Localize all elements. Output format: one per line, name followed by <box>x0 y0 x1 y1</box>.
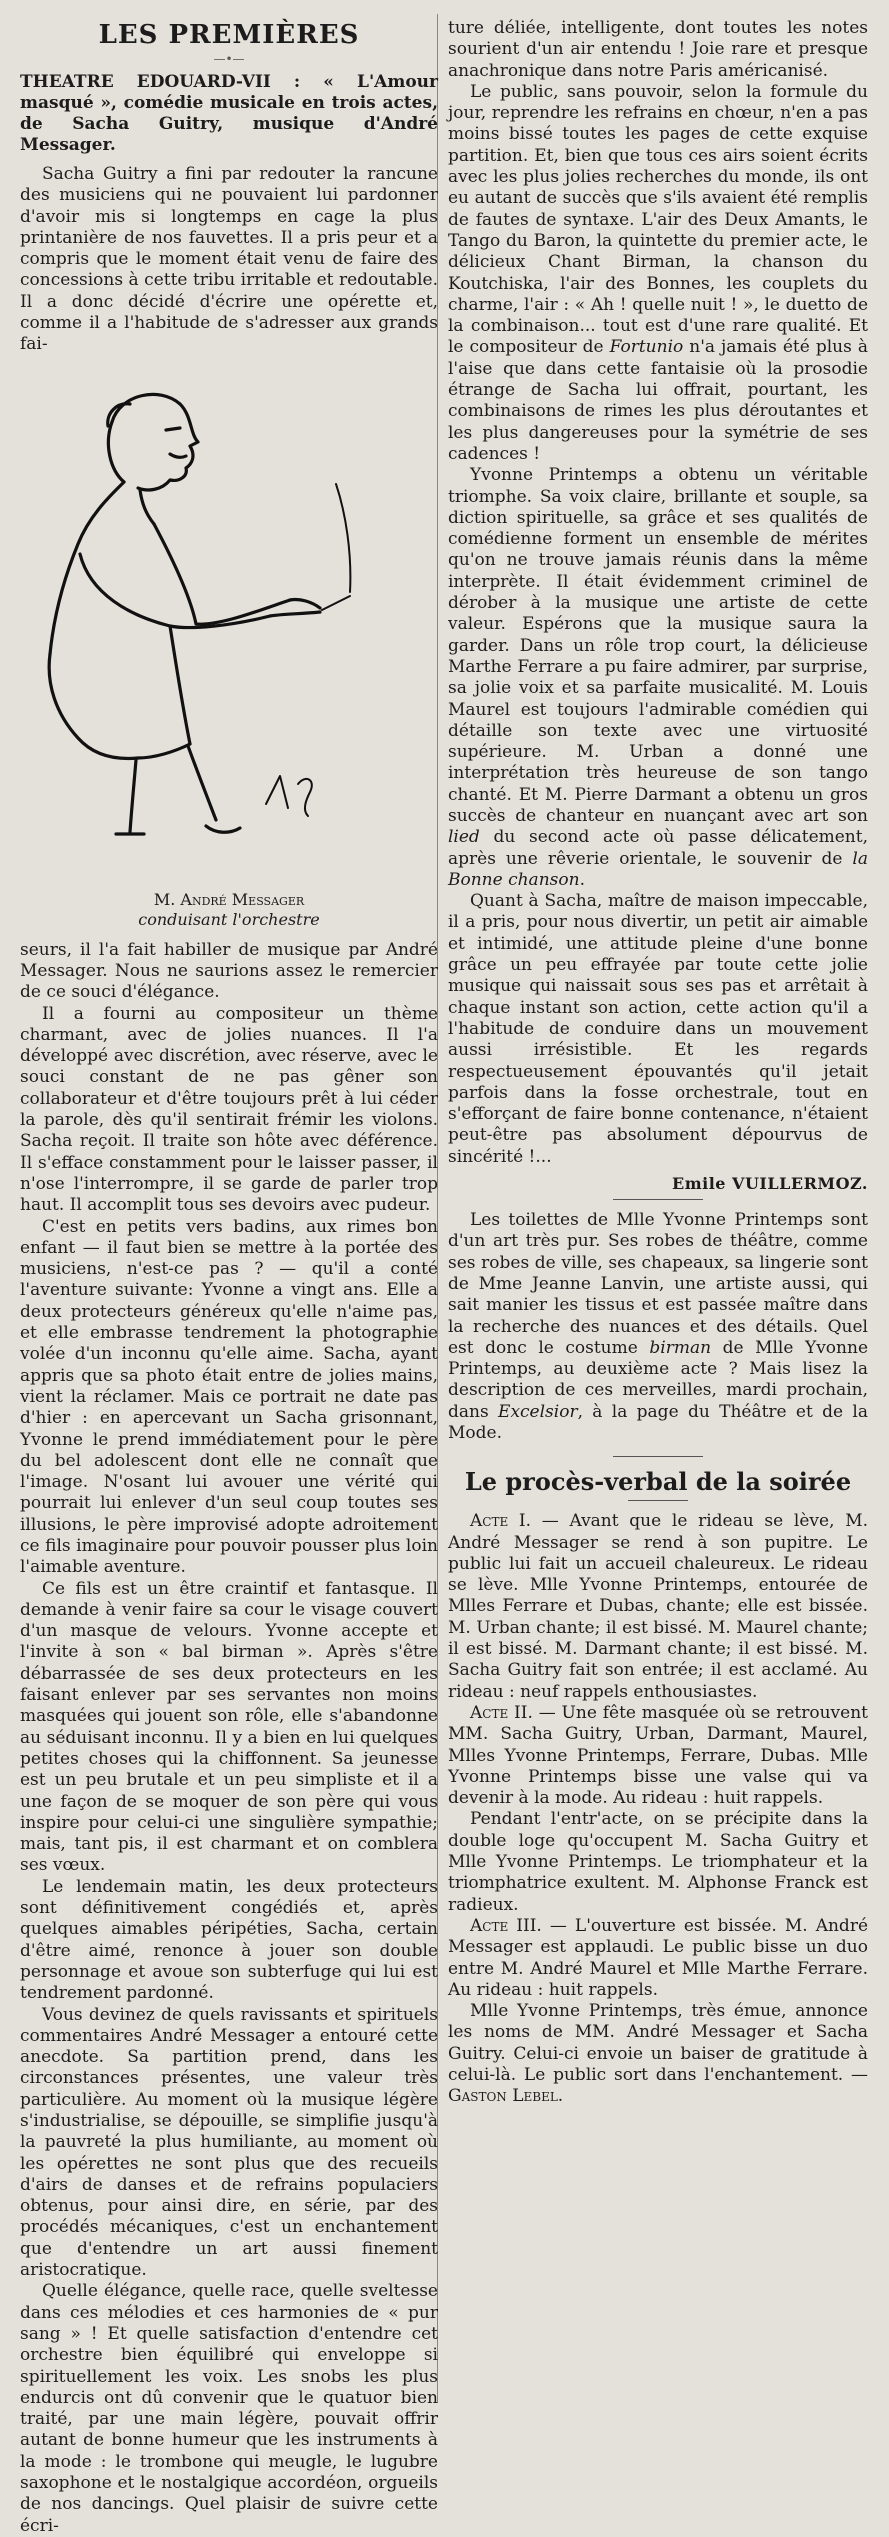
toilettes-paragraph <box>448 1210 868 1444</box>
caption-name: M. André Messager <box>153 889 305 909</box>
acte-paragraph <box>448 1703 868 1809</box>
text-run: du second acte où passe délicatement, après une rêverie orientale, le souvenir de <box>448 827 868 869</box>
opera-title: Fortunio <box>609 337 684 358</box>
acte-paragraph <box>448 1916 868 2001</box>
acte-label: Acte I. <box>470 1511 532 1532</box>
review-paragraph: Quant à Sacha, maître de maison impeccable, il a pris, pour nous divertir, un petit air aimable et intimidé, une attitude pleine d'une bonne grâce un peu effrayée par toute cette jolie musique qui naissait sous ses pas et arrêtait à chaque instant son action, cette action qu'il a l'habitude de conduire dans un mouvement aussi irrésistible. Et les regards respectueusement épouvantés qu'il jetait parfois dans la fosse orchestrale, tout en s'efforçant de faire bonne contenance, n'étaient peut-être pas absolument dépourvus de sincérité !... <box>448 891 868 1167</box>
text-run: Yvonne Printemps a obtenu un véritable triomphe. Sa voix claire, brillante et souple, sa diction spirituelle, sa grâce et ses qualités de comédienne forment un ensemble de mérites qu'on ne trouve jamais réunis dans la même interprète. Il était évidemment criminel de dérober à la musique une artiste de cette valeur. Espérons que la musique saura la garder. Dans un rôle trop court, la délicieuse Marthe Ferrare a pu faire admirer, par surprise, sa jolie voix et sa parfaite musicalité. M. Louis Maurel est toujours l'admirable comédien qui détaille son texte avec une virtuosité supérieure. M. Urban a donné une interprétation très heureuse de son tango chanté. Et M. Pierre Darmant a obtenu un gros succès de chanteur en nuançant avec art son <box>448 465 868 826</box>
review-paragraph: Quelle élégance, quelle race, quelle sveltesse dans ces mélodies et ces harmonies de « pur sang » ! Et quelle satisfaction d'entendre cet orchestre bien équilibré qui enveloppe si spirituellement les voix. Les snobs les plus endurcis ont dû convenir que le quatuor bien traité, par une main légère, pouvait offrir autant de bonne humeur que les instruments à la mode : le trombone qui meugle, le lugubre saxophone et le nostalgique accordéon, orgueils de nos dancings. Quel plaisir de suivre cette écri- <box>20 2281 438 2536</box>
review-paragraph <box>448 82 868 465</box>
section-header: LES PREMIÈRES <box>98 20 360 50</box>
acte-paragraph <box>448 1511 868 1703</box>
text-run: . <box>579 869 585 890</box>
song-title: la Bonne chanson <box>448 848 868 890</box>
text-run: Le public, sans pouvoir, selon la formule du jour, reprendre les refrains en chœur, n'en a pas moins bissé toutes les pages de cette exquise partition. Et, bien que tous ces airs soient écrits avec les plus jolies recherches du monde, ils ont eu autant de succès que s'ils avaient été remplis de fautes de syntaxe. L'air des Deux Amants, le Tango du Baron, la quintette du premier acte, le délicieux Chant Birman, la chanson du Koutchiska, l'air des Bonnes, les couplets du charme, l'air : « Ah ! quelle nuit ! », le duetto de la combinaison... tout est d'une rare qualité. Et le compositeur de <box>448 81 868 358</box>
separator <box>628 1500 688 1501</box>
text-run: — L'ouverture est bissée. M. André Messager est applaudi. Le public bisse un duo entre M. André Maurel et Mlle Marthe Ferrare. Au rideau : huit rappels. <box>448 1915 868 2000</box>
review-paragraph: Le lendemain matin, les deux protecteurs sont définitivement congédiés et, après quelques aimables péripéties, Sacha, certain d'être aimé, renonce à jouer son double personnage et avoue son subterfuge qui lui est tendrement pardonné. <box>20 1876 438 2004</box>
separator <box>613 1456 703 1457</box>
review-paragraph: Ce fils est un être craintif et fantasque. Il demande à venir faire sa cour le visage couvert d'un masque de velours. Yvonne accepte et l'invite à son « bal birman ». Après s'être débarrassée de ses deux protecteurs en les faisant enlever par ses servantes non moins masquées qui jouent son rôle, elle s'abandonne au séduisant inconnu. Il y a bien en lui quelques petites choses qui la chiffonnent. Sa jeunesse est un peu brutale et un peu simpliste et il a une façon de se moquer de son père qui vous inspire pour celui-ci une singulière sympathie; mais, tant pis, il est charmant et on comblera ses vœux. <box>20 1578 438 1876</box>
left-column <box>20 18 438 2536</box>
review-paragraph: ture déliée, intelligente, dont toutes les notes sourient d'un air entendu ! Joie rare et presque anachronique dans notre Paris américanisé. <box>448 18 868 81</box>
header-ornament: —•— <box>213 52 245 66</box>
text-run: — Avant que le rideau se lève, M. André Messager se rend à son pupitre. Le public lui fait un accueil chaleureux. Le rideau se lève. Mlle Yvonne Printemps, entourée de Mlles Ferrare et Dubas, chante; elle est bissée. M. Urban chante; il est bissé. M. Maurel chante; il est bissé. M. Darmant chante; il est bissé. M. Sacha Guitry fait son entrée; il est acclamé. Au rideau : neuf rappels enthousiastes. <box>448 1511 868 1702</box>
play-title: THEATRE EDOUARD-VII : « L'Amour masqué », comédie musicale en trois actes, de Sacha Guitry, musique d'André Messager. <box>20 72 438 155</box>
caption-text: conduisant l'orchestre <box>138 909 320 929</box>
review-paragraph: seurs, il l'a fait habiller de musique par André Messager. Nous ne saurions assez le remercier de ce souci d'élégance. <box>20 939 438 1003</box>
text-run: n'a jamais été plus à l'aise que dans cette fantaisie où la prosodie étrange de Sacha lui offrait, pourtant, les combinaisons de rimes les plus déroutantes et les plus dangereuses pour la symétrie de ses cadences ! <box>448 337 868 464</box>
review-paragraph: Sacha Guitry a fini par redouter la rancune des musiciens qui ne pouvaient lui pardonner d'avoir mis si longtemps en cage la plus printanière de nos fauvettes. Il a pris peur et a compris que le moment était venu de faire des concessions à cette tribu irritable et redoutable. Il a donc décidé d'écrire une opérette et, comme il a l'habitude de s'adresser aux grands fai- <box>20 164 438 355</box>
messager-illustration <box>20 364 438 884</box>
emphasis: birman <box>649 1337 712 1358</box>
final-paragraph <box>448 2001 868 2107</box>
text-run: de Mlle Yvonne Printemps, au deuxième acte ? Mais lisez la description de ces merveilles, mardi prochain, dans <box>448 1337 869 1422</box>
text-run: , à la page du Théâtre et de la Mode. <box>448 1401 868 1443</box>
review-paragraph: C'est en petits vers badins, aux rimes bon enfant — il faut bien se mettre à la portée des musiciens, n'est-ce pas ? — qu'il a conté l'aventure suivante: Yvonne a vingt ans. Elle a deux protecteurs généreux qu'elle n'aime pas, et elle embrasse tendrement la photographie volée d'un inconnu qu'elle aime. Sacha, ayant appris que sa photo était entre de jolies mains, vient la réclamer. Mais ce portrait ne date pas d'hier : en apercevant un Sacha grisonnant, Yvonne le prend immédiatement pour le père du bel adolescent dont elle ne connaît que l'image. N'osant lui avouer une vérité qui pourrait lui enlever d'un seul coup toutes ses illusions, le père improvisé adopte adroitement ce fils imaginaire pour pouvoir pousser plus loin l'aimable aventure. <box>20 1216 438 1578</box>
text-run: Mlle Yvonne Printemps, très émue, annonce les noms de MM. André Messager et Sacha Guitry. Celui-ci envoie un baiser de gratitude à celui-là. Le public sort dans l'enchantement. — <box>448 2001 868 2086</box>
acte-label: Acte II. <box>470 1702 533 1723</box>
review-paragraph: Il a fourni au compositeur un thème charmant, avec de jolies nuances. Il l'a développé avec discrétion, avec réserve, avec le souci constant de ne pas gêner son collaborateur et d'être toujours prêt à lui céder la parole, dès qu'il sentirait frémir les violons. Sacha reçoit. Il traite son hôte avec déférence. Il s'efface constamment pour le laisser passer, il n'ose l'interrompre, il se garde de parler trop haut. Il accomplit tous ses devoirs avec pudeur. <box>20 1003 438 1216</box>
separator <box>613 1199 703 1200</box>
conductor-drawing <box>20 364 438 884</box>
newspaper-name: Excelsior <box>498 1401 578 1422</box>
author-signature: Emile VUILLERMOZ. <box>672 1174 868 1194</box>
author-signature: Gaston Lebel. <box>448 2086 564 2107</box>
entracte-paragraph: Pendant l'entr'acte, on se précipite dans la double loge qu'occupent M. Sacha Guitry et Mlle Yvonne Printemps. Le triomphateur et la triomphatrice exultent. M. Alphonse Franck est radieux. <box>448 1809 868 1915</box>
review-paragraph <box>448 465 868 891</box>
section-title: Le procès-verbal de la soirée <box>464 1467 852 1497</box>
text-run: — Une fête masquée où se retrouvent MM. Sacha Guitry, Urban, Darmant, Maurel, Mlles Yvonne Printemps, Ferrare, Dubas. Mlle Yvonne Printemps bisse une valse qui va devenir à la mode. Au rideau : huit rappels. <box>448 1702 868 1809</box>
emphasis: lied <box>448 827 480 848</box>
acte-label: Acte III. <box>470 1915 542 1936</box>
review-paragraph: Vous devinez de quels ravissants et spirituels commentaires André Messager a entouré cette anecdote. Sa partition prend, dans les circonstances présentes, une valeur très particulière. Au moment où la musique légère s'industrialise, se dépouille, se simplifie jusqu'à la pauvreté la plus humiliante, au moment où les opérettes ne sont plus que des recueils d'airs de danses et de refrains populaciers obtenus, pour ainsi dire, en série, par des procédés mécaniques, c'est un enchantement que d'entendre un art aussi finement aristocratique. <box>20 2004 438 2281</box>
text-run: Les toilettes de Mlle Yvonne Printemps sont d'un art très pur. Ses robes de théâtre, comme ses robes de ville, ses chapeaux, sa lingerie sont de Mme Jeanne Lanvin, une artiste aussi, qui sait manier les tissus et est passée maître dans la recherche des nuances et des détails. Quel est donc le costume <box>448 1210 868 1358</box>
illustration-caption <box>20 890 438 930</box>
right-column <box>448 18 868 2403</box>
